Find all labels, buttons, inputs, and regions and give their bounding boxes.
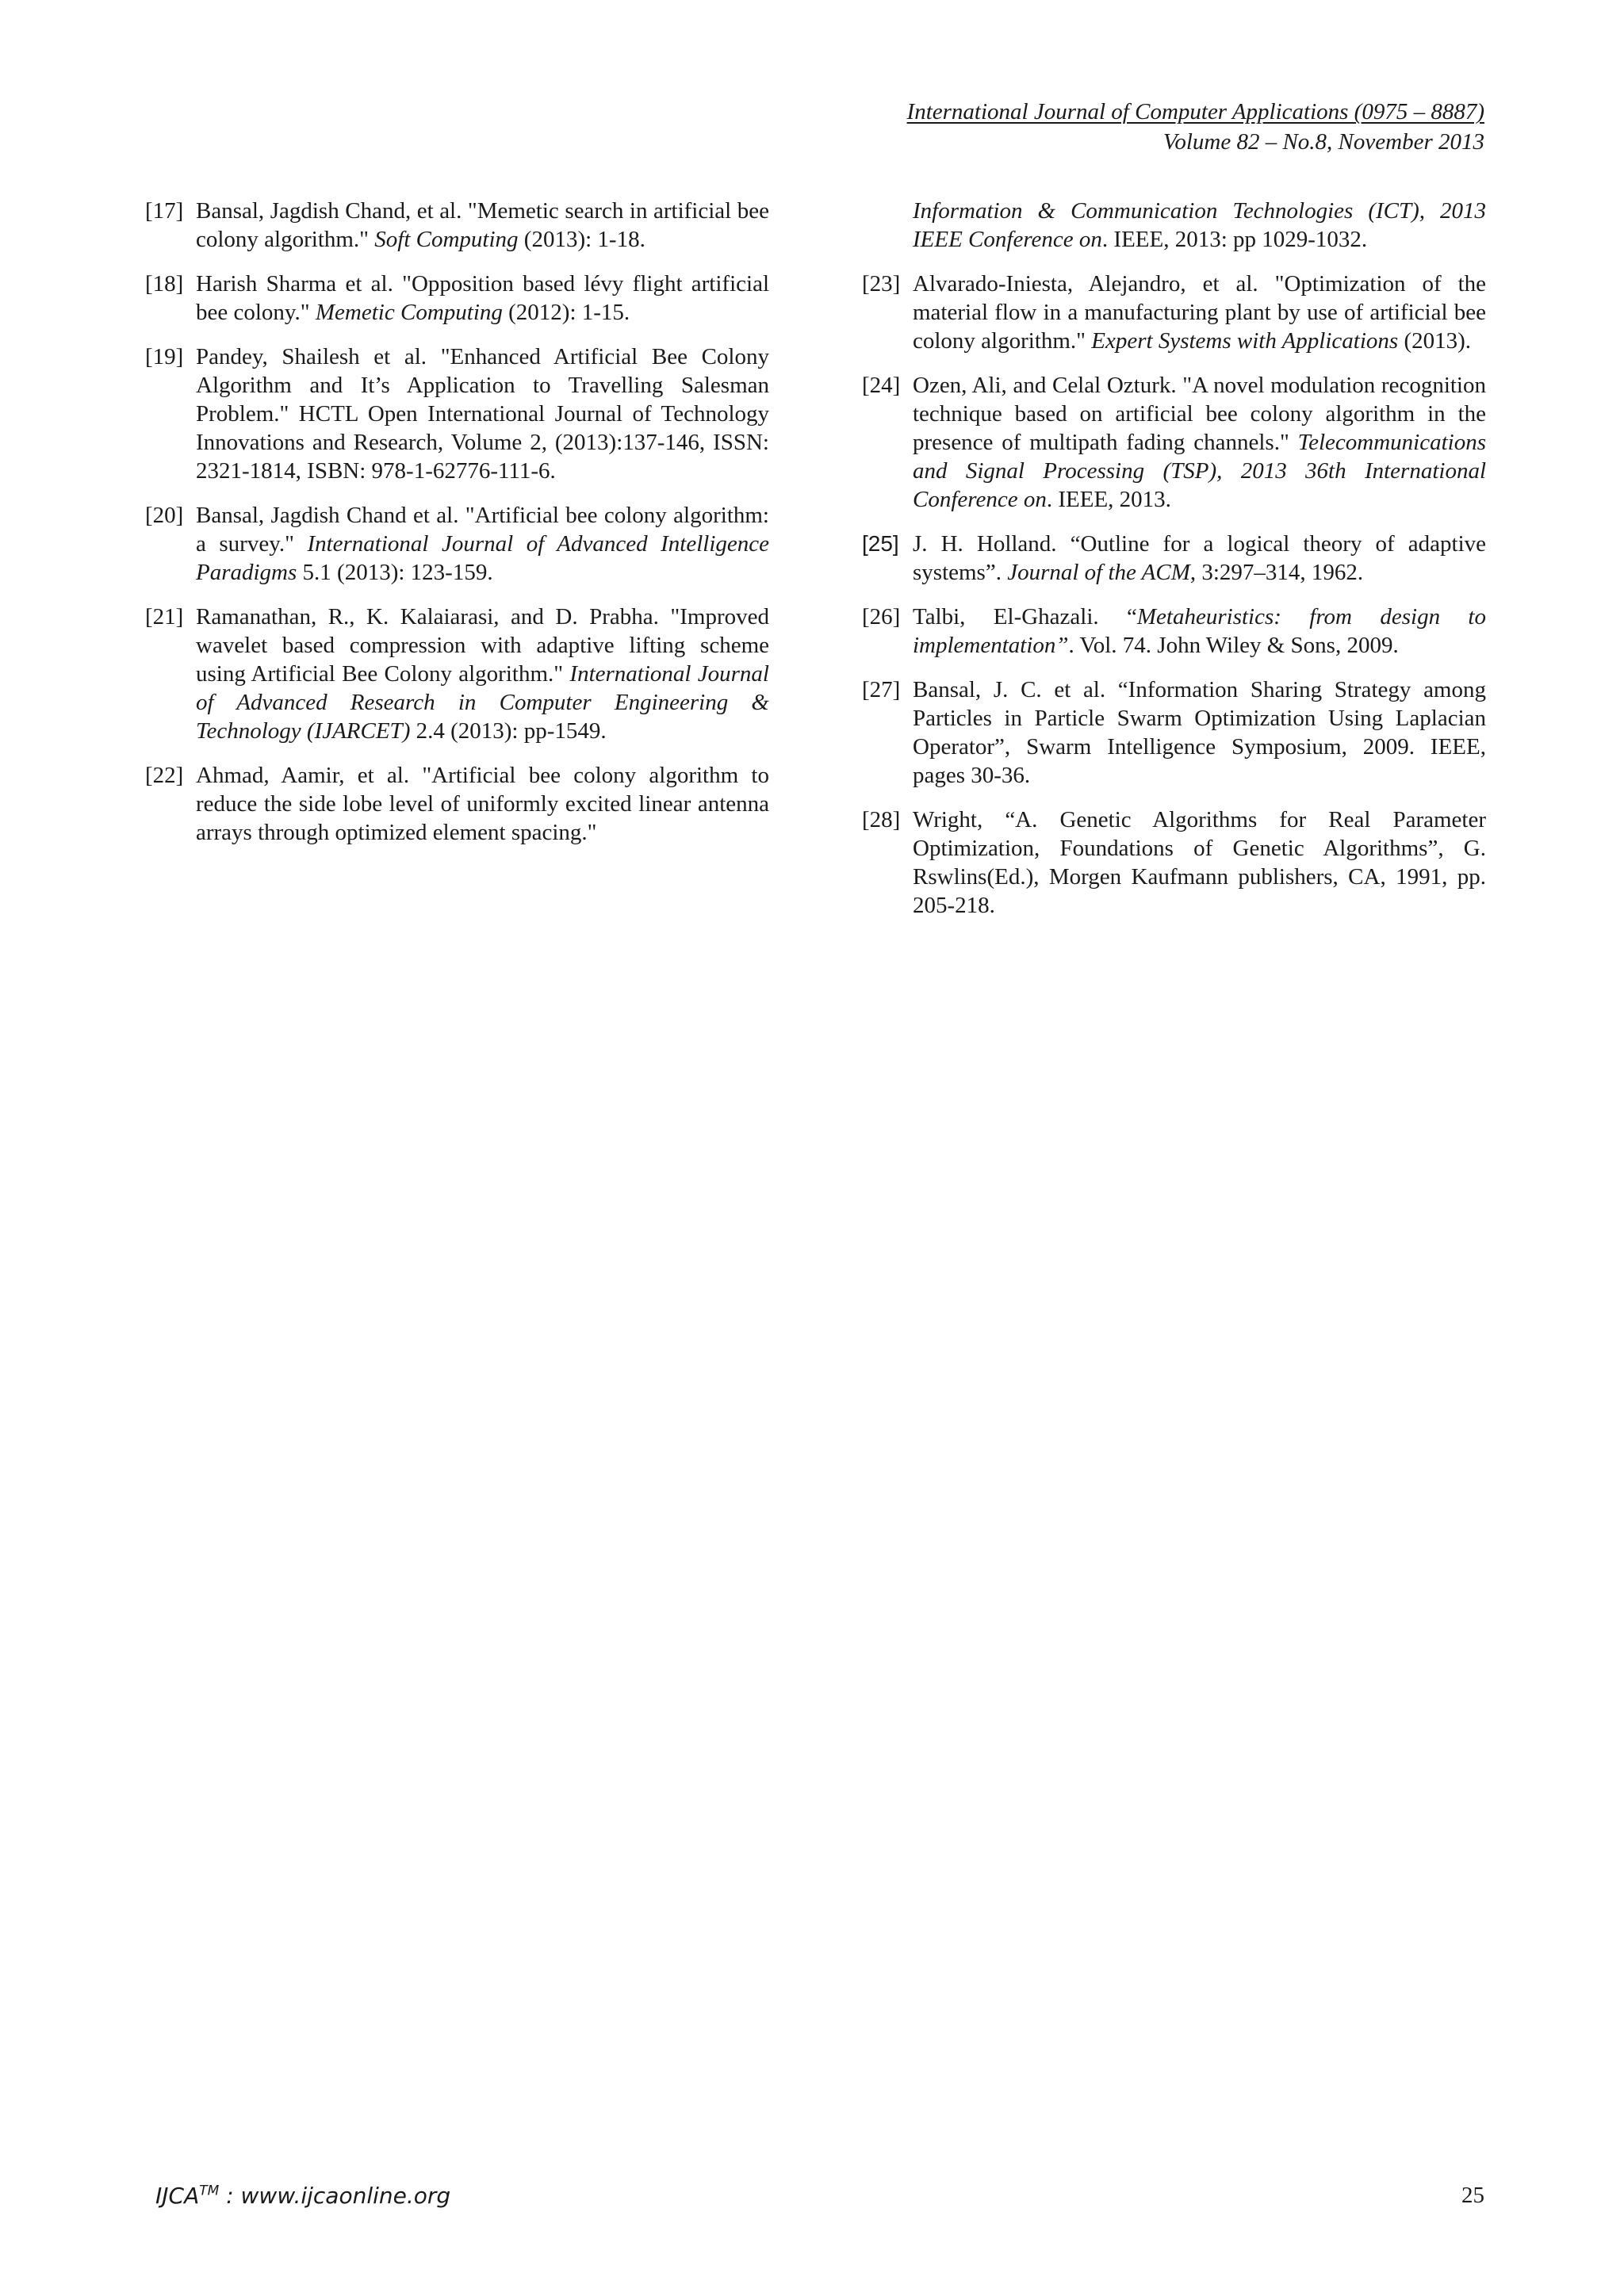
reference-number: [17] bbox=[145, 198, 184, 224]
reference-body bbox=[196, 761, 769, 847]
reference-body bbox=[913, 371, 1486, 514]
reference-text: J. H. Holland. “Outline for a logical theory of adaptive systems”. bbox=[913, 531, 1486, 585]
reference-text: (2013). bbox=[1398, 328, 1472, 354]
reference-text: Wright, “A. Genetic Algorithms for Real Parameter Optimization, Foundations of Genetic Algorithms”, G. Rswlins(Ed.), Morgen Kaufmann publishers, CA, 1991, pp. 205-218. bbox=[913, 807, 1486, 918]
reference-body bbox=[913, 530, 1486, 587]
reference-item bbox=[862, 530, 1486, 587]
reference-item bbox=[145, 270, 769, 327]
reference-italic-text: Information & Communication Technologies (ICT), 2013 IEEE Conference on bbox=[913, 198, 1486, 252]
reference-text: Harish Sharma et al. "Opposition based lévy flight artificial bee colony." bbox=[196, 271, 769, 325]
reference-item bbox=[145, 501, 769, 587]
reference-number: [25] bbox=[862, 531, 899, 556]
reference-number: [26] bbox=[862, 604, 901, 629]
reference-text: , 3:297–314, 1962. bbox=[1189, 560, 1364, 585]
reference-item bbox=[145, 197, 769, 254]
reference-italic-text: Metaheuristics: from design to implementation” bbox=[913, 604, 1486, 658]
reference-22-continuation bbox=[913, 197, 1486, 254]
reference-text: . Vol. 74. John Wiley & Sons, 2009. bbox=[1068, 633, 1399, 658]
page-number: 25 bbox=[1461, 2183, 1484, 2208]
reference-body bbox=[196, 270, 769, 327]
reference-text: (2012): 1-15. bbox=[502, 300, 630, 325]
reference-number: [19] bbox=[145, 344, 184, 369]
reference-item bbox=[862, 371, 1486, 514]
reference-italic-text: Telecommunications and Signal Processing (TSP), 2013 36th International Conference on bbox=[913, 430, 1486, 512]
reference-text: Bansal, Jagdish Chand, et al. "Memetic search in artificial bee colony algorithm." bbox=[196, 198, 769, 252]
reference-text: . IEEE, 2013: pp 1029-1032. bbox=[1101, 227, 1368, 252]
references-left-column bbox=[145, 197, 769, 863]
reference-item bbox=[862, 806, 1486, 920]
reference-text: Ozen, Ali, and Celal Ozturk. "A novel modulation recognition technique based on artificial bee colony algorithm in the presence of multipath fading channels." bbox=[913, 373, 1486, 455]
reference-italic-text: Soft Computing bbox=[374, 227, 519, 252]
reference-item bbox=[145, 761, 769, 847]
running-header bbox=[907, 97, 1484, 157]
reference-item bbox=[145, 342, 769, 485]
volume-info: Volume 82 – No.8, November 2013 bbox=[1162, 129, 1484, 155]
reference-body bbox=[196, 197, 769, 254]
reference-body bbox=[196, 603, 769, 745]
references-right-column bbox=[862, 197, 1486, 936]
reference-text: Ahmad, Aamir, et al. "Artificial bee colony algorithm to reduce the side lobe level of uniformly excited linear antenna arrays through optimized element spacing." bbox=[196, 763, 769, 845]
reference-text: Bansal, Jagdish Chand et al. "Artificial bee colony algorithm: a survey." bbox=[196, 503, 769, 557]
footer-url: : www.ijcaonline.org bbox=[219, 2183, 451, 2209]
reference-number: [27] bbox=[862, 677, 901, 702]
journal-title: International Journal of Computer Applications (0975 – 8887) bbox=[906, 99, 1484, 124]
reference-body bbox=[196, 342, 769, 485]
reference-number: [20] bbox=[145, 503, 184, 528]
reference-text: (2013): 1-18. bbox=[518, 227, 645, 252]
reference-body bbox=[196, 501, 769, 587]
reference-body bbox=[913, 806, 1486, 920]
reference-number: [28] bbox=[862, 807, 901, 832]
references-right-list bbox=[862, 270, 1486, 920]
reference-italic-text: International Journal of Advanced Intelligence Paradigms bbox=[196, 531, 770, 585]
reference-item bbox=[145, 603, 769, 745]
reference-number: [24] bbox=[862, 373, 901, 398]
reference-text: Alvarado-Iniesta, Alejandro, et al. "Optimization of the material flow in a manufacturing plant by use of artificial bee colony algorithm." bbox=[913, 271, 1486, 354]
reference-body bbox=[913, 603, 1486, 660]
reference-italic-text: Journal of the ACM bbox=[1007, 560, 1190, 585]
reference-text: 5.1 (2013): 123-159. bbox=[297, 560, 493, 585]
reference-item bbox=[862, 675, 1486, 790]
reference-number: [23] bbox=[862, 271, 901, 297]
footer-site bbox=[155, 2183, 450, 2209]
reference-item bbox=[862, 270, 1486, 355]
reference-italic-text: International Journal of Advanced Research in Computer Engineering & Technology (IJARCET) bbox=[196, 661, 769, 744]
reference-body bbox=[913, 675, 1486, 790]
reference-body bbox=[913, 270, 1486, 355]
reference-item bbox=[862, 603, 1486, 660]
reference-number: [22] bbox=[145, 763, 184, 788]
reference-text: . IEEE, 2013. bbox=[1046, 487, 1171, 512]
reference-italic-text: Memetic Computing bbox=[315, 300, 503, 325]
footer-brand: IJCA bbox=[155, 2183, 200, 2209]
reference-text: 2.4 (2013): pp-1549. bbox=[410, 718, 607, 744]
reference-text: Talbi, El-Ghazali. “ bbox=[913, 604, 1137, 629]
reference-number: [18] bbox=[145, 271, 184, 297]
reference-text: Pandey, Shailesh et al. "Enhanced Artificial Bee Colony Algorithm and It’s Application to Travelling Salesman Problem." HCTL Open International Journal of Technology Innovations and Research, Volume 2, (2013):137-146, ISSN: 2321-1814, ISBN: 978-1-62776-111-6. bbox=[196, 344, 769, 484]
reference-number: [21] bbox=[145, 604, 184, 629]
reference-italic-text: Expert Systems with Applications bbox=[1091, 328, 1399, 354]
footer-trademark: TM bbox=[199, 2183, 220, 2199]
reference-text: Ramanathan, R., K. Kalaiarasi, and D. Prabha. "Improved wavelet based compression with adaptive lifting scheme using Artificial Bee Colony algorithm." bbox=[196, 604, 769, 687]
reference-text: Bansal, J. C. et al. “Information Sharing Strategy among Particles in Particle Swarm Optimization Using Laplacian Operator”, Swarm Intelligence Symposium, 2009. IEEE, pages 30-36. bbox=[913, 677, 1486, 788]
